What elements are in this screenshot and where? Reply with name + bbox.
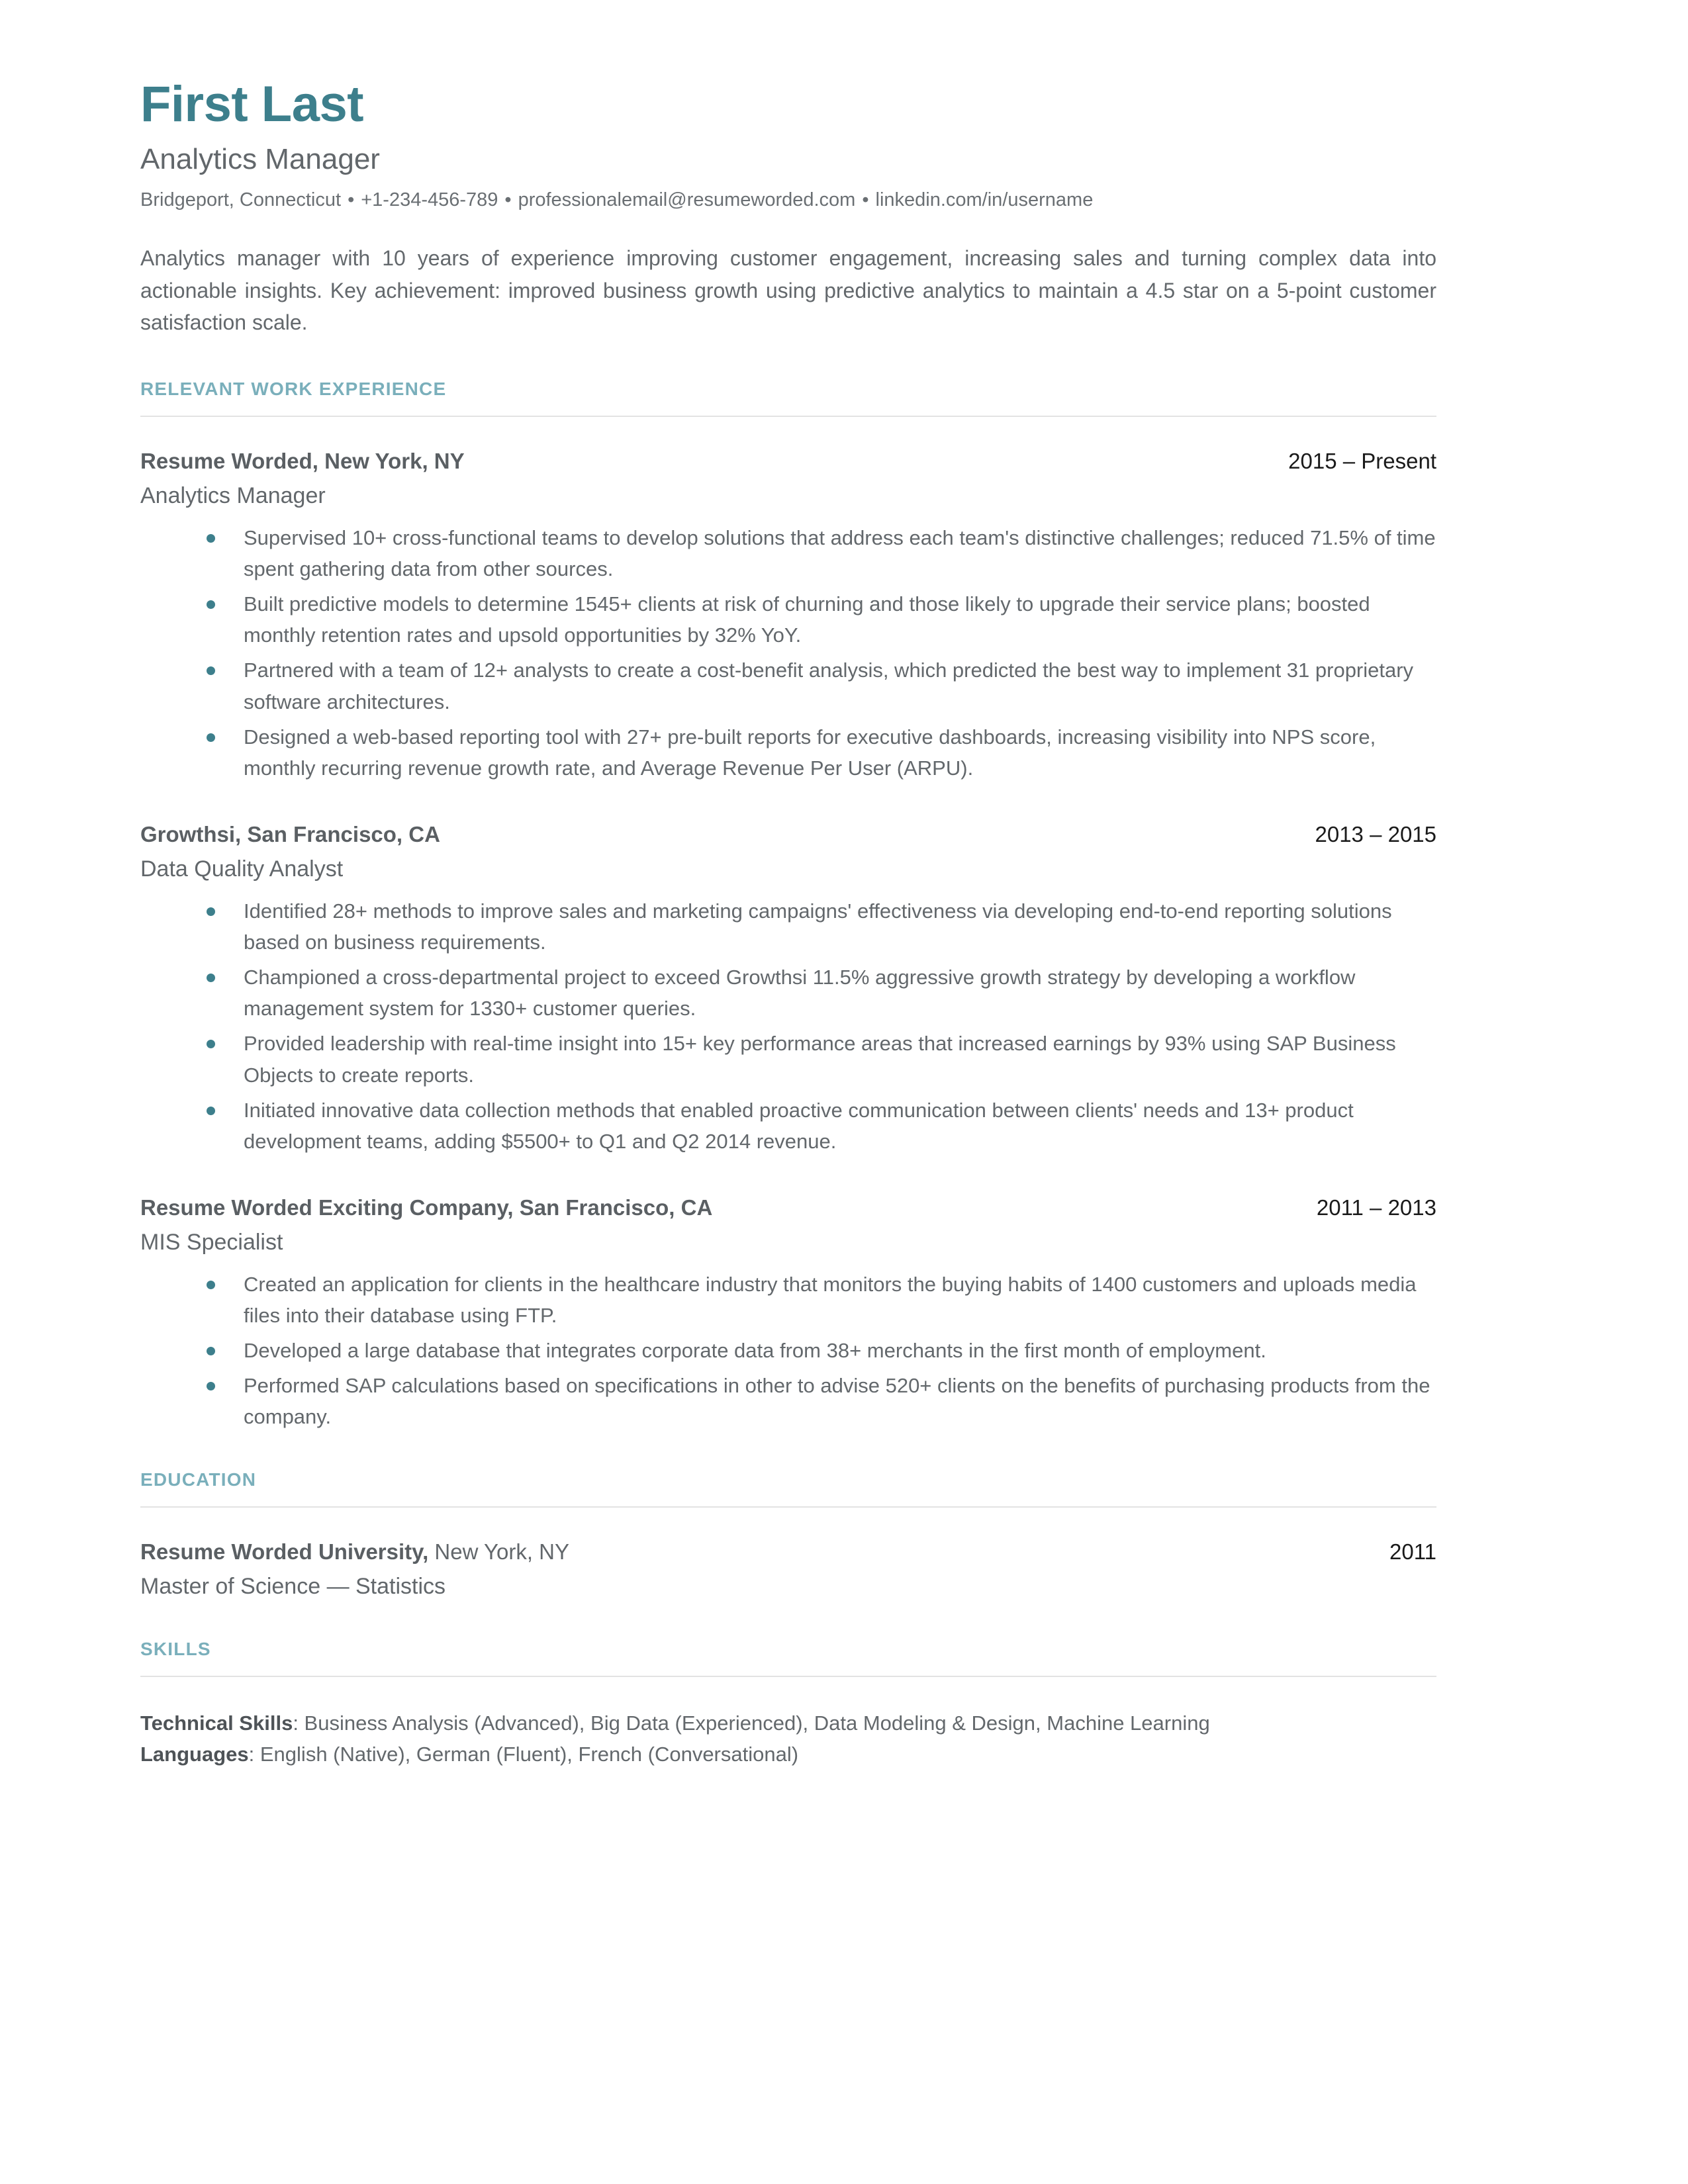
skills-value: : English (Native), German (Fluent), French (Conversational) xyxy=(248,1742,799,1766)
section-education xyxy=(140,1469,1436,1601)
experience-role: Analytics Manager xyxy=(140,482,326,508)
experience-entry xyxy=(140,821,1436,1157)
candidate-name: First Last xyxy=(140,76,364,132)
experience-bullet: Provided leadership with real-time insight into 15+ key performance areas that increased earnings by 93% using SAP Business Objects to create reports. xyxy=(207,1028,1436,1090)
skills-value: : Business Analysis (Advanced), Big Data (Experienced), Data Modeling & Design, Machine Learning xyxy=(293,1711,1210,1735)
experience-entry-header xyxy=(140,447,1436,476)
spacer xyxy=(140,1608,1436,1639)
experience-bullet-list xyxy=(140,522,1436,784)
experience-date: 2011 – 2013 xyxy=(1316,1195,1436,1220)
experience-org: Growthsi, San Francisco, CA xyxy=(140,821,440,846)
education-entry xyxy=(140,1538,1436,1601)
skills-line xyxy=(140,1739,1436,1770)
experience-bullet: Performed SAP calculations based on specifications in other to advise 520+ clients on the benefits of purchasing products from the company. xyxy=(207,1370,1436,1432)
experience-org: Resume Worded, New York, NY xyxy=(140,448,465,473)
experience-bullet: Championed a cross-departmental project to exceed Growthsi 11.5% aggressive growth strategy by developing a workflow management system for 1330+ customer queries. xyxy=(207,962,1436,1024)
contact-separator-1: • xyxy=(348,189,355,211)
spacer xyxy=(140,1163,1436,1194)
professional-summary: Analytics manager with 10 years of experience improving customer engagement, increasing sales and turning complex data into actionable insights. Key achievement: improved business growth using predictive analytics to maintain a 4.5 star on a 5-point customer satisfaction scale. xyxy=(140,246,1436,335)
education-school-name: Resume Worded University, xyxy=(140,1539,429,1565)
experience-bullet: Initiated innovative data collection methods that enabled proactive communication between clients' needs and 13+ product development teams, adding $5500+ to Q1 and Q2 2014 revenue. xyxy=(207,1095,1436,1157)
experience-date: 2015 – Present xyxy=(1288,448,1436,473)
skills-label: Technical Skills xyxy=(140,1711,293,1735)
spacer xyxy=(140,790,1436,821)
candidate-job-title: Analytics Manager xyxy=(140,142,380,175)
spacer xyxy=(140,1439,1436,1469)
section-experience xyxy=(140,379,1436,1433)
skills-line xyxy=(140,1707,1436,1739)
section-title-experience: RELEVANT WORK EXPERIENCE xyxy=(140,378,447,399)
section-divider-experience xyxy=(140,416,1436,417)
experience-bullet-list xyxy=(140,1269,1436,1433)
contact-location: Bridgeport, Connecticut xyxy=(140,189,342,211)
section-divider-skills xyxy=(140,1676,1436,1677)
experience-bullet: Identified 28+ methods to improve sales and marketing campaigns' effectiveness via developing end-to-end reporting solutions based on business requirements. xyxy=(207,895,1436,958)
experience-bullet: Supervised 10+ cross-functional teams to develop solutions that address each team's distinctive challenges; reduced 71.5% of time spent gathering data from other sources. xyxy=(207,522,1436,584)
contact-line xyxy=(140,188,1436,213)
contact-separator-3: • xyxy=(862,189,869,211)
section-title-education: EDUCATION xyxy=(140,1469,257,1490)
experience-entry-header xyxy=(140,1194,1436,1222)
experience-bullet: Created an application for clients in the healthcare industry that monitors the buying habits of 1400 customers and uploads media files into their database using FTP. xyxy=(207,1269,1436,1331)
contact-phone[interactable]: +1-234-456-789 xyxy=(361,189,498,211)
experience-bullet-list xyxy=(140,895,1436,1157)
experience-bullet: Developed a large database that integrates corporate data from 38+ merchants in the first month of employment. xyxy=(207,1335,1436,1366)
contact-separator-2: • xyxy=(504,189,512,211)
education-date: 2011 xyxy=(1389,1539,1436,1565)
experience-entry xyxy=(140,1194,1436,1433)
experience-entry-header xyxy=(140,821,1436,849)
experience-role: Data Quality Analyst xyxy=(140,856,344,882)
contact-linkedin[interactable]: linkedin.com/in/username xyxy=(875,189,1094,211)
experience-role: MIS Specialist xyxy=(140,1229,283,1255)
resume-header xyxy=(140,78,1436,339)
experience-bullet: Designed a web-based reporting tool with 27+ pre-built reports for executive dashboards, increasing visibility into NPS score, monthly recurring revenue growth rate, and Average Revenue Per User (ARPU). xyxy=(207,721,1436,784)
contact-email[interactable]: professionalemail@resumeworded.com xyxy=(518,189,856,211)
experience-date: 2013 – 2015 xyxy=(1315,821,1436,846)
education-school xyxy=(140,1538,569,1567)
education-school-location: New York, NY xyxy=(428,1539,570,1565)
experience-org: Resume Worded Exciting Company, San Francisco, CA xyxy=(140,1195,713,1220)
section-title-skills: SKILLS xyxy=(140,1638,211,1659)
skills-label: Languages xyxy=(140,1742,249,1766)
experience-entry xyxy=(140,447,1436,784)
experience-bullet: Partnered with a team of 12+ analysts to create a cost-benefit analysis, which predicted the best way to implement 31 proprietary software architectures. xyxy=(207,655,1436,717)
experience-bullet: Built predictive models to determine 1545+ clients at risk of churning and those likely to upgrade their service plans; boosted monthly retention rates and upsold opportunities by 32% YoY. xyxy=(207,588,1436,651)
education-entry-header xyxy=(140,1538,1436,1567)
section-divider-education xyxy=(140,1506,1436,1508)
section-skills xyxy=(140,1639,1436,1770)
education-degree: Master of Science — Statistics xyxy=(140,1574,446,1600)
